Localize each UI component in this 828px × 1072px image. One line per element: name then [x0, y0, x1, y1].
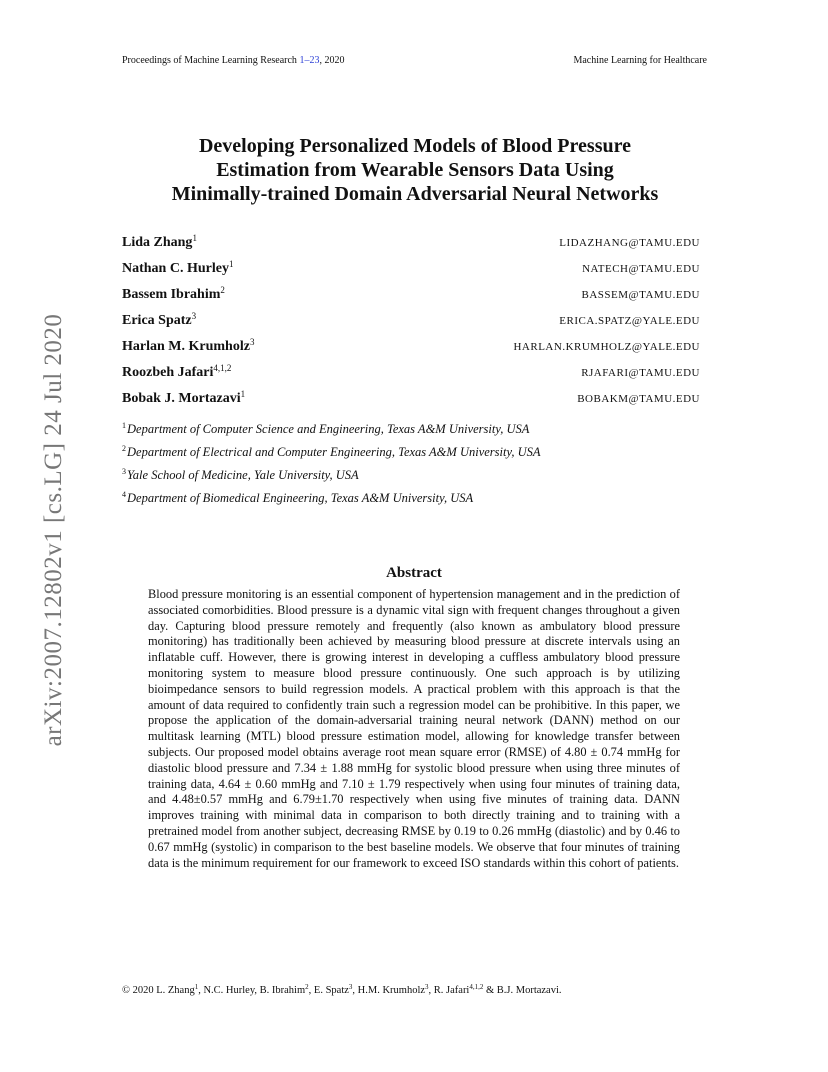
author-name: Bobak J. Mortazavi$^1$: [122, 389, 246, 406]
author-email[interactable]: BASSEM@TAMU.EDU: [581, 289, 700, 301]
author-row: [122, 233, 700, 259]
running-head-left: [122, 55, 344, 66]
author-name: Lida Zhang$^1$: [122, 233, 197, 250]
author-email[interactable]: BOBAKM@TAMU.EDU: [577, 393, 700, 405]
author-email[interactable]: LIDAZHANG@TAMU.EDU: [559, 237, 700, 249]
abstract-heading: Abstract: [386, 565, 442, 581]
author-name: Roozbeh Jafari$^{4,1,2}$: [122, 363, 232, 380]
copyright-footer: © 2020 L. Zhang$^1$, N.C. Hurley, B. Ibrahim$^2$, E. Spatz$^3$, H.M. Krumholz$^3$, R. Jafari$^{4,1,2}$ & B.J. Mortazavi.: [122, 983, 562, 996]
author-email[interactable]: RJAFARI@TAMU.EDU: [581, 367, 700, 379]
title-line-2: Estimation from Wearable Sensors Data Using: [216, 159, 614, 181]
author-row: [122, 337, 700, 363]
journal-year: , 2020: [319, 55, 345, 66]
affiliation: $^2$Department of Electrical and Computer Engineering, Texas A&M University, USA: [122, 444, 541, 459]
running-head-right: Machine Learning for Healthcare: [573, 55, 707, 66]
arxiv-identifier: arXiv:2007.12802v1 [cs.LG] 24 Jul 2020: [40, 313, 67, 747]
title-line-1: Developing Personalized Models of Blood Pressure: [198, 135, 631, 157]
author-row: [122, 311, 700, 337]
author-name: Nathan C. Hurley$^1$: [122, 259, 234, 276]
author-row: [122, 285, 700, 311]
journal-name: Proceedings of Machine Learning Research: [122, 55, 297, 66]
author-email[interactable]: ERICA.SPATZ@YALE.EDU: [559, 315, 700, 327]
author-name: Bassem Ibrahim$^2$: [122, 285, 225, 302]
affiliation: $^1$Department of Computer Science and Engineering, Texas A&M University, USA: [122, 421, 530, 436]
author-row: [122, 363, 700, 389]
title-line-3: Minimally-trained Domain Adversarial Neural Networks: [171, 183, 659, 205]
affiliation-list: [122, 416, 722, 508]
author-email[interactable]: NATECH@TAMU.EDU: [582, 263, 700, 275]
paper-title: [60, 134, 770, 206]
author-name: Erica Spatz$^3$: [122, 311, 197, 328]
affiliation: $^4$Department of Biomedical Engineering, Texas A&M University, USA: [122, 490, 474, 505]
author-list: [122, 233, 700, 415]
author-row: [122, 389, 700, 415]
author-row: [122, 259, 700, 285]
author-name: Harlan M. Krumholz$^3$: [122, 337, 255, 354]
author-email[interactable]: HARLAN.KRUMHOLZ@YALE.EDU: [513, 341, 700, 353]
affiliation: $^3$Yale School of Medicine, Yale University, USA: [122, 467, 359, 482]
abstract-body: Blood pressure monitoring is an essential component of hypertension management and in the prediction of associated comorbidities. Blood pressure is a dynamic vital sign with frequent changes throughout a given day. Capturing blood pressure remotely and frequently (also known as ambulatory blood pressure monitoring) has traditionally been achieved by measuring blood pressure at discrete intervals using an inflatable cuff. However, there is growing interest in developing a cuffless ambulatory blood pressure monitoring system to measure blood pressure continuously. One such approach is by utilizing bioimpedance sensors to build regression models. A practical problem with this approach is that the amount of data required to confidently train such a regression model can be prohibitive. In this paper, we propose the application of the domain-adversarial training neural network (DANN) method on our multitask learning (MTL) blood pressure estimation model, allowing for knowledge transfer between subjects. Our proposed model obtains average root mean square error (RMSE) of 4.80 ± 0.74 mmHg for diastolic blood pressure and 7.34 ± 1.88 mmHg for systolic blood pressure when using three minutes of training data, 4.64 ± 0.60 mmHg and 7.10 ± 1.79 respectively when using four minutes of training data, and 4.48±0.57 mmHg and 6.79±1.70 respectively when using five minutes of training data. DANN improves training with minimal data in comparison to both directly training and to training with a pretrained model from another subject, decreasing RMSE by 0.19 to 0.26 mmHg (diastolic) and by 0.46 to 0.67 mmHg (systolic) in comparison to the best baseline models. We observe that four minutes of training data is the minimum requirement for our framework to exceed ISO standards within this cohort of patients.: [148, 587, 680, 870]
page-range-link[interactable]: 1–23: [299, 55, 320, 66]
